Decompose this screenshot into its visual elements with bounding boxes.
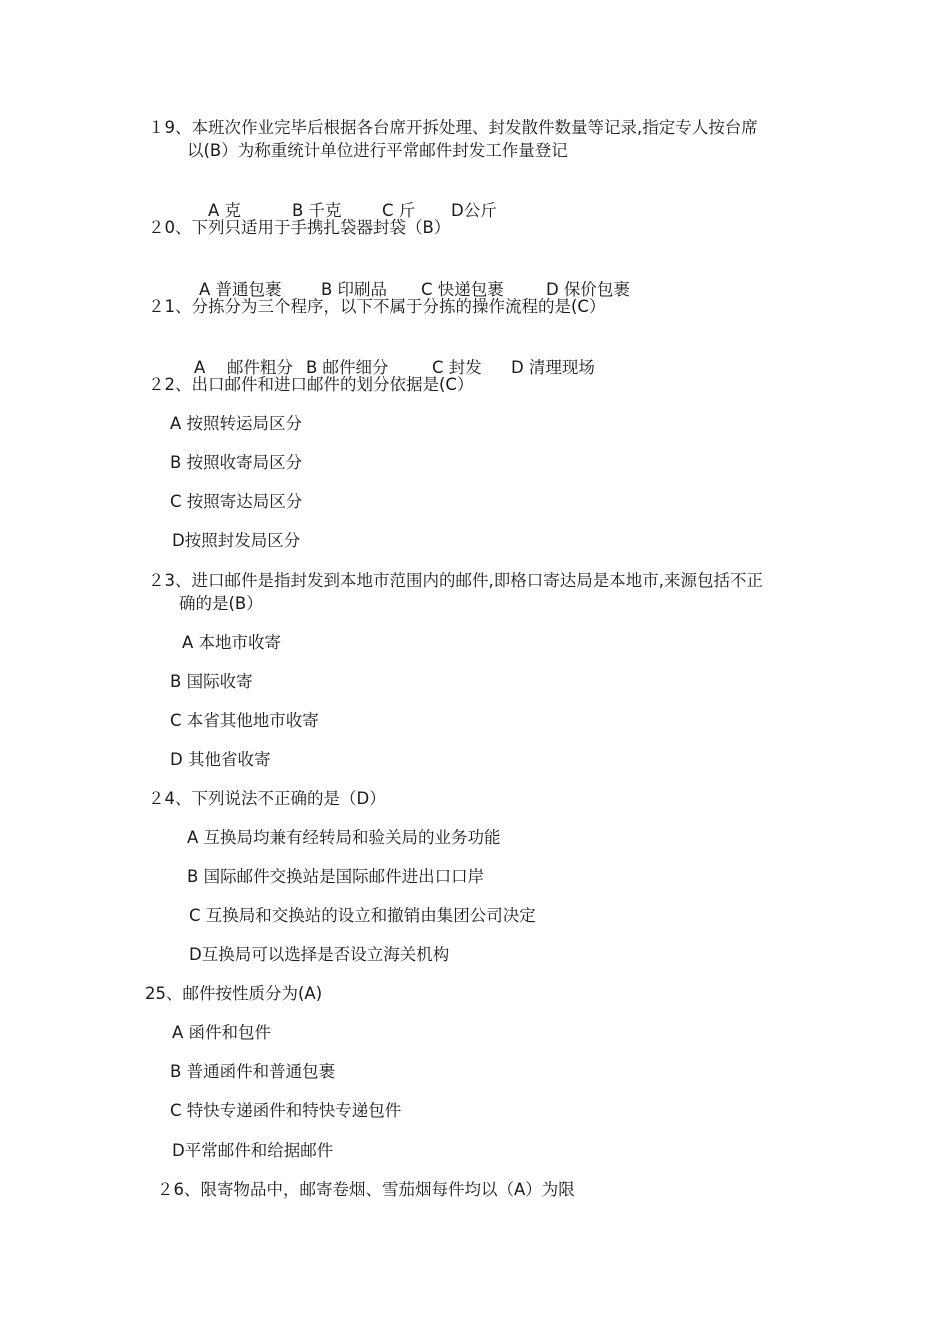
question-23-text: ２3、进口邮件是指封发到本地市范围内的邮件,即格口寄达局是本地市,来源包括不正: [148, 571, 763, 590]
question-22-option-a: A 按照转运局区分: [170, 414, 303, 433]
option-d: D 清理现场: [510, 358, 595, 377]
question-23-option-a: A 本地市收寄: [182, 633, 282, 652]
question-25-option-a: A 函件和包件: [172, 1023, 272, 1042]
option-b: B 邮件细分: [305, 358, 389, 377]
question-21-text: ２1、分拣分为三个程序，以下不属于分拣的操作流程的是(C）: [148, 297, 606, 316]
question-24-option-b: B 国际邮件交换站是国际邮件进出口口岸: [187, 867, 485, 886]
question-24-text: ２4、下列说法不正确的是（D）: [148, 789, 386, 808]
question-25-option-d: D平常邮件和给据邮件: [172, 1141, 334, 1160]
question-22-text: ２2、出口邮件和进口邮件的划分依据是(C）: [148, 375, 474, 394]
question-24-option-d: D互换局可以选择是否设立海关机构: [189, 945, 450, 964]
question-20-text: ２0、下列只适用于手携扎袋器封袋（B）: [148, 218, 451, 237]
question-24-option-c: C 互换局和交换站的设立和撤销由集团公司决定: [189, 906, 536, 925]
option-a: A 克: [207, 201, 242, 220]
question-23-option-b: B 国际收寄: [170, 672, 253, 691]
question-25-option-c: C 特快专递函件和特快专递包件: [170, 1101, 402, 1120]
question-19-text-cont: 以(B）为称重统计单位进行平常邮件封发工作量登记: [187, 141, 568, 160]
option-d: D 保价包裹: [545, 280, 630, 299]
question-22-option-c: C 按照寄达局区分: [170, 492, 303, 511]
question-19-text: １9、本班次作业完毕后根据各台席开拆处理、封发散件数量等记录,指定专人按台席: [148, 118, 758, 137]
option-c: C 封发: [431, 358, 482, 377]
option-c: C 斤: [381, 201, 416, 220]
question-25-option-b: B 普通函件和普通包裹: [170, 1062, 336, 1081]
question-23-option-c: C 本省其他地市收寄: [170, 711, 319, 730]
option-c: C 快递包裹: [420, 280, 504, 299]
question-26-text: ２6、限寄物品中，邮寄卷烟、雪茄烟每件均以（A）为限: [157, 1180, 575, 1199]
question-23-option-d: D 其他省收寄: [170, 750, 271, 769]
question-22-option-d: D按照封发局区分: [172, 531, 301, 550]
option-b: B 千克: [291, 201, 342, 220]
option-a: A 普通包裹: [198, 280, 282, 299]
option-d: D公斤: [450, 201, 497, 220]
question-23-text-cont: 确的是(B）: [179, 594, 263, 613]
question-25-text: 25、邮件按性质分为(A): [145, 984, 323, 1003]
option-a: A 邮件粗分: [193, 358, 294, 377]
question-24-option-a: A 互换局均兼有经转局和验关局的业务功能: [187, 828, 501, 847]
question-22-option-b: B 按照收寄局区分: [170, 453, 303, 472]
option-b: B 印刷品: [320, 280, 388, 299]
